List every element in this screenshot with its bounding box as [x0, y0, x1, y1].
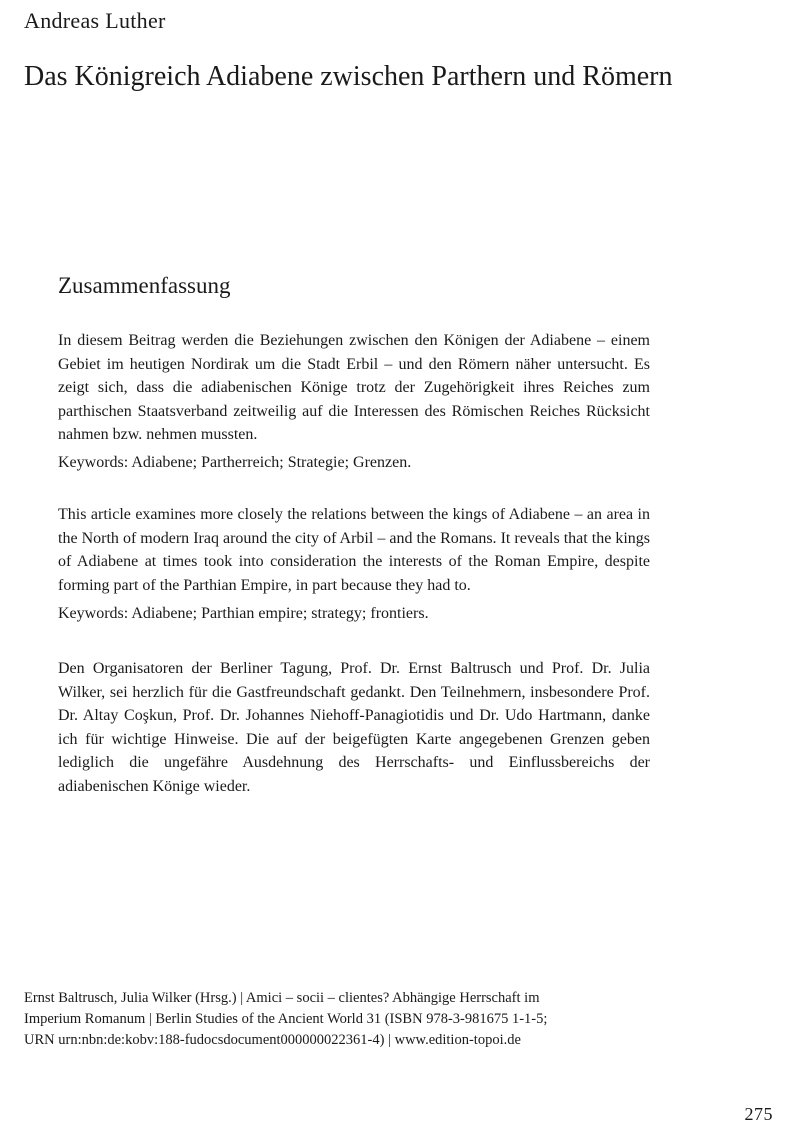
- author-name: Andreas Luther: [24, 8, 166, 33]
- abstract-german: In diesem Beitrag werden die Beziehungen zwischen den Königen der Adiabene – einem Gebiet im heutigen Nordirak um die Stadt Erbil – und den Römern näher untersucht. Es zeigt sich, dass die adiabenischen Könige trotz der Zugehörigkeit ihres Reiches zum parthischen Staatsverband zeitweilig auf die Interessen des Römischen Reiches Rücksicht nahmen bzw. nehmen mussten.: [58, 332, 650, 443]
- abstract-heading: Zusammenfassung: [58, 273, 231, 298]
- abstract-english: This article examines more closely the relations between the kings of Adiabene – an area in the North of modern Iraq around the city of Arbil – and the Romans. It reveals that the kings of Adiabene at times took into consideration the interests of the Roman Empire, despite forming part of the Parthian Empire, in part because they had to.: [58, 506, 650, 594]
- page-number: 275: [744, 1104, 773, 1124]
- article-title: Das Königreich Adiabene zwischen Parthern und Römern: [24, 61, 673, 92]
- acknowledgement: Den Organisatoren der Berliner Tagung, Prof. Dr. Ernst Baltrusch und Prof. Dr. Julia Wilker, sei herzlich für die Gastfreundschaft gedankt. Den Teilnehmern, insbesondere Prof. Dr. Altay Coşkun, Prof. Dr. Johannes Niehoff-Panagiotidis und Dr. Udo Hartmann, danke ich für wichtige Hinweise. Die auf der beigefügten Karte angegebenen Grenzen geben lediglich die ungefähre Ausdehnung des Herrschafts- und Einflussbereichs der adiabenischen Könige wieder.: [58, 660, 650, 795]
- footer-line-2: Imperium Romanum | Berlin Studies of the Ancient World 31 (ISBN 978-3-981675 1-1-5;: [24, 1011, 548, 1027]
- footer-line-3: URN urn:nbn:de:kobv:188-fudocsdocument000000022361-4) | www.edition-topoi.de: [24, 1032, 521, 1048]
- keywords-english: Keywords: Adiabene; Parthian empire; strategy; frontiers.: [58, 605, 429, 622]
- footer-line-1: Ernst Baltrusch, Julia Wilker (Hrsg.) | Amici – socii – clientes? Abhängige Herrschaft im: [24, 990, 540, 1006]
- keywords-german: Keywords: Adiabene; Partherreich; Strategie; Grenzen.: [58, 454, 412, 471]
- publication-footer: [24, 988, 724, 1051]
